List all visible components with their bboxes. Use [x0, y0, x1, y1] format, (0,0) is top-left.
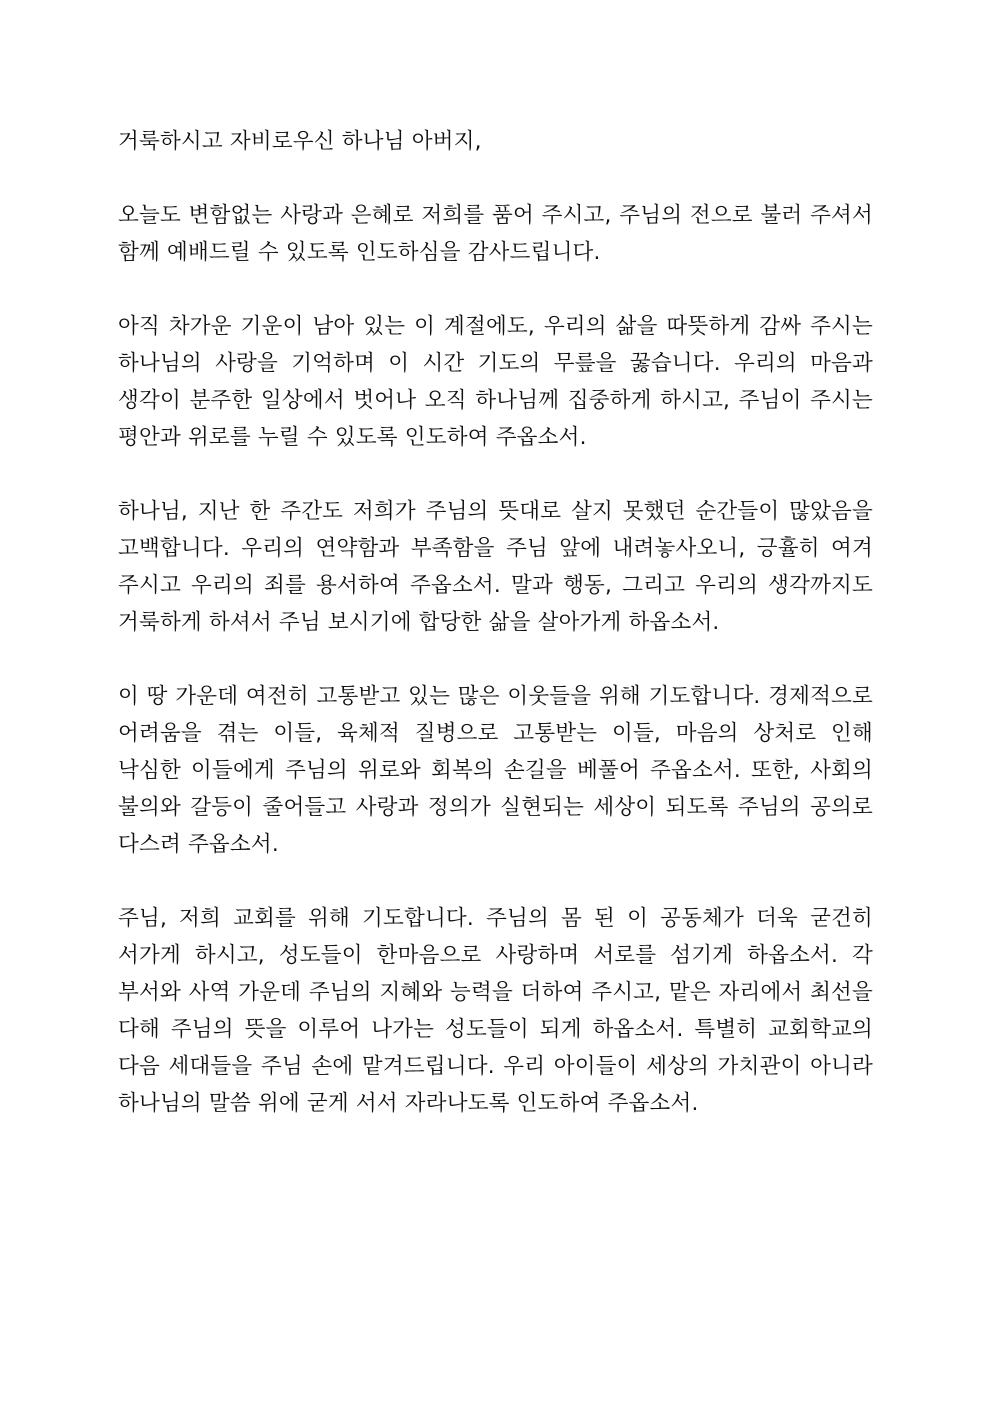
paragraph-church: 주님, 저희 교회를 위해 기도합니다. 주님의 몸 된 이 공동체가 더욱 굳건히 서가게 하시고, 성도들이 한마음으로 사랑하며 서로를 섬기게 하옵소서. 각 부서와 사역 가운데 주님의 지혜와 능력을 더하여 주시고, 맡은 자리에서 최선을 다해 주님의 뜻을 이루어 나가는 성도들이 되게 하옵소서. 특별히 교회학교의 다음 세대들을 주님 손에 맡겨드립니다. 우리 아이들이 세상의 가치관이 아니라 하나님의 말씀 위에 굳게 서서 자라나도록 인도하여 주옵소서.	[118, 906, 873, 1116]
prayer-document	[118, 123, 873, 1122]
paragraph-intercession: 이 땅 가운데 여전히 고통받고 있는 많은 이웃들을 위해 기도합니다. 경제적으로 어려움을 겪는 이들, 육체적 질병으로 고통받는 이들, 마음의 상처로 인해 낙심한 이들에게 주님의 위로와 회복의 손길을 베풀어 주옵소서. 또한, 사회의 불의와 갈등이 줄어들고 사랑과 정의가 실현되는 세상이 되도록 주님의 공의로 다스려 주옵소서.	[118, 684, 873, 857]
paragraph-worship: 아직 차가운 기운이 남아 있는 이 계절에도, 우리의 삶을 따뜻하게 감싸 주시는 하나님의 사랑을 기억하며 이 시간 기도의 무릎을 꿇습니다. 우리의 마음과 생각이 분주한 일상에서 벗어나 오직 하나님께 집중하게 하시고, 주님이 주시는 평안과 위로를 누릴 수 있도록 인도하여 주옵소서.	[118, 314, 873, 450]
paragraph-thanksgiving: 오늘도 변함없는 사랑과 은혜로 저희를 품어 주시고, 주님의 전으로 불러 주셔서 함께 예배드릴 수 있도록 인도하심을 감사드립니다.	[118, 203, 873, 265]
paragraph-confession: 하나님, 지난 한 주간도 저희가 주님의 뜻대로 살지 못했던 순간들이 많았음을 고백합니다. 우리의 연약함과 부족함을 주님 앞에 내려놓사오니, 긍휼히 여겨 주시고 우리의 죄를 용서하여 주옵소서. 말과 행동, 그리고 우리의 생각까지도 거룩하게 하셔서 주님 보시기에 합당한 삶을 살아가게 하옵소서.	[118, 499, 873, 635]
salutation: 거룩하시고 자비로우신 하나님 아버지,	[118, 129, 482, 154]
